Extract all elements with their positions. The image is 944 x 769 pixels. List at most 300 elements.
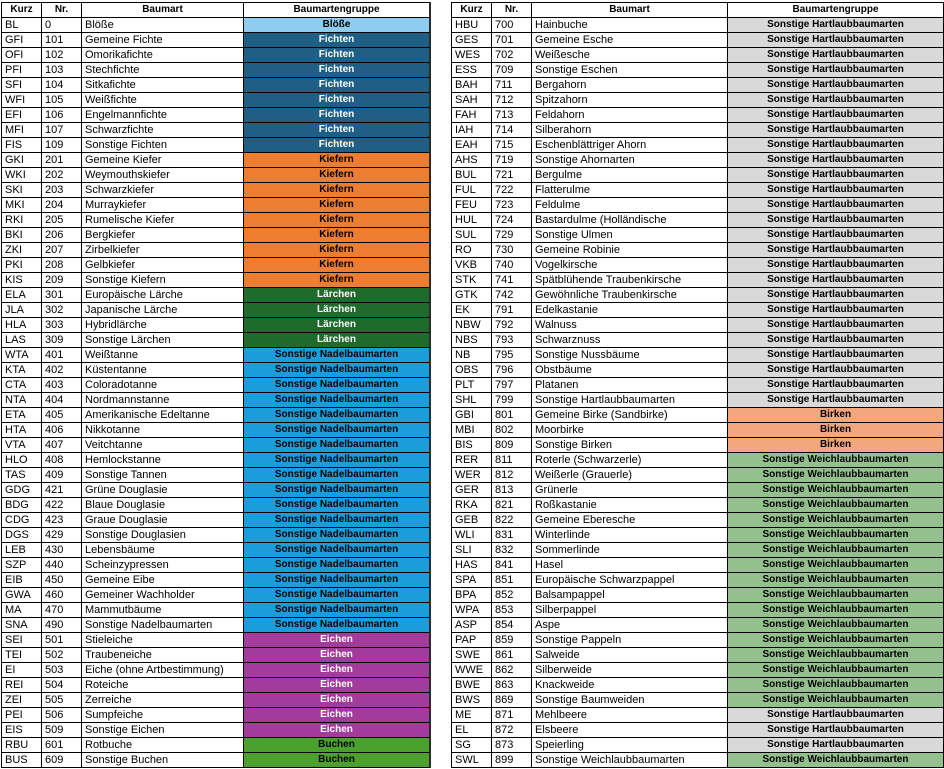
- cell-nr: 105: [42, 93, 82, 108]
- cell-nr: 713: [492, 108, 532, 123]
- cell-nr: 832: [492, 543, 532, 558]
- table-row: [2, 723, 430, 738]
- cell-nr: 301: [42, 288, 82, 303]
- cell-baumart: Mehlbeere: [532, 708, 728, 723]
- cell-nr: 709: [492, 63, 532, 78]
- cell-nr: 490: [42, 618, 82, 633]
- cell-baumart: Gemeine Kiefer: [82, 153, 244, 168]
- cell-baumart: Roterle (Schwarzerle): [532, 453, 728, 468]
- table-row: [2, 198, 430, 213]
- cell-gruppe: Sonstige Nadelbaumarten: [244, 348, 430, 363]
- cell-baumart: Murraykiefer: [82, 198, 244, 213]
- cell-kurz: OBS: [452, 363, 492, 378]
- cell-gruppe: Sonstige Weichlaubbaumarten: [728, 618, 944, 633]
- cell-baumart: Schwarzkiefer: [82, 183, 244, 198]
- table-row: [2, 738, 430, 753]
- cell-baumart: Zirbelkiefer: [82, 243, 244, 258]
- table-row: [2, 138, 430, 153]
- cell-kurz: BUS: [2, 753, 42, 768]
- cell-baumart: Gemeine Esche: [532, 33, 728, 48]
- cell-nr: 711: [492, 78, 532, 93]
- cell-gruppe: Eichen: [244, 633, 430, 648]
- cell-baumart: Blaue Douglasie: [82, 498, 244, 513]
- cell-gruppe: Kiefern: [244, 228, 430, 243]
- cell-baumart: Graue Douglasie: [82, 513, 244, 528]
- cell-kurz: WER: [452, 468, 492, 483]
- cell-gruppe: Sonstige Nadelbaumarten: [244, 393, 430, 408]
- cell-baumart: Sonstige Ulmen: [532, 228, 728, 243]
- cell-baumart: Scheinzypressen: [82, 558, 244, 573]
- cell-kurz: GWA: [2, 588, 42, 603]
- cell-kurz: MBI: [452, 423, 492, 438]
- table-body-right: [452, 18, 944, 768]
- cell-kurz: ETA: [2, 408, 42, 423]
- cell-nr: 450: [42, 573, 82, 588]
- cell-nr: 796: [492, 363, 532, 378]
- table-row: [452, 543, 944, 558]
- cell-baumart: Vogelkirsche: [532, 258, 728, 273]
- cell-nr: 460: [42, 588, 82, 603]
- cell-baumart: Bastardulme (Holländische: [532, 213, 728, 228]
- table-row: [452, 258, 944, 273]
- cell-nr: 209: [42, 273, 82, 288]
- cell-kurz: WKI: [2, 168, 42, 183]
- cell-baumart: Flatterulme: [532, 183, 728, 198]
- species-table-left: [1, 2, 430, 768]
- cell-nr: 101: [42, 33, 82, 48]
- cell-kurz: TAS: [2, 468, 42, 483]
- table-row: [452, 168, 944, 183]
- cell-gruppe: Eichen: [244, 648, 430, 663]
- table-row: [452, 648, 944, 663]
- cell-nr: 207: [42, 243, 82, 258]
- cell-nr: 102: [42, 48, 82, 63]
- header-baumart: Baumart: [82, 3, 244, 18]
- cell-baumart: Blöße: [82, 18, 244, 33]
- cell-gruppe: Sonstige Nadelbaumarten: [244, 513, 430, 528]
- table-row: [452, 528, 944, 543]
- table-row: [2, 663, 430, 678]
- cell-nr: 505: [42, 693, 82, 708]
- cell-baumart: Sonstige Birken: [532, 438, 728, 453]
- cell-nr: 740: [492, 258, 532, 273]
- cell-kurz: BIS: [452, 438, 492, 453]
- cell-baumart: Moorbirke: [532, 423, 728, 438]
- cell-gruppe: Kiefern: [244, 243, 430, 258]
- cell-nr: 802: [492, 423, 532, 438]
- table-row: [452, 33, 944, 48]
- cell-kurz: GBI: [452, 408, 492, 423]
- cell-baumart: Schwarznuss: [532, 333, 728, 348]
- table-row: [452, 498, 944, 513]
- table-row: [2, 153, 430, 168]
- cell-kurz: SFI: [2, 78, 42, 93]
- cell-nr: 103: [42, 63, 82, 78]
- cell-nr: 421: [42, 483, 82, 498]
- cell-kurz: BKI: [2, 228, 42, 243]
- cell-gruppe: Kiefern: [244, 213, 430, 228]
- table-row: [2, 288, 430, 303]
- cell-gruppe: Fichten: [244, 33, 430, 48]
- cell-gruppe: Sonstige Nadelbaumarten: [244, 453, 430, 468]
- cell-kurz: HLO: [2, 453, 42, 468]
- cell-nr: 408: [42, 453, 82, 468]
- cell-kurz: SUL: [452, 228, 492, 243]
- species-table-right: [451, 2, 944, 768]
- cell-baumart: Mammutbäume: [82, 603, 244, 618]
- header-baumart: Baumart: [532, 3, 728, 18]
- cell-baumart: Elsbeere: [532, 723, 728, 738]
- cell-gruppe: Blöße: [244, 18, 430, 33]
- cell-nr: 861: [492, 648, 532, 663]
- cell-gruppe: Sonstige Nadelbaumarten: [244, 468, 430, 483]
- cell-baumart: Speierling: [532, 738, 728, 753]
- table-row: [2, 483, 430, 498]
- cell-kurz: EIS: [2, 723, 42, 738]
- cell-kurz: LEB: [2, 543, 42, 558]
- cell-kurz: PKI: [2, 258, 42, 273]
- cell-kurz: PLT: [452, 378, 492, 393]
- cell-gruppe: Fichten: [244, 123, 430, 138]
- table-row: [2, 618, 430, 633]
- cell-gruppe: Sonstige Nadelbaumarten: [244, 438, 430, 453]
- cell-baumart: Traubeneiche: [82, 648, 244, 663]
- table-row: [452, 393, 944, 408]
- cell-baumart: Europäische Schwarzpappel: [532, 573, 728, 588]
- table-row: [2, 468, 430, 483]
- cell-baumart: Sonstige Weichlaubbaumarten: [532, 753, 728, 768]
- table-row: [452, 18, 944, 33]
- cell-gruppe: Sonstige Weichlaubbaumarten: [728, 498, 944, 513]
- table-row: [2, 528, 430, 543]
- cell-kurz: WPA: [452, 603, 492, 618]
- header-kurz: Kurz: [452, 3, 492, 18]
- cell-nr: 601: [42, 738, 82, 753]
- cell-kurz: GKI: [2, 153, 42, 168]
- cell-baumart: Veitchtanne: [82, 438, 244, 453]
- table-row: [2, 303, 430, 318]
- cell-kurz: EFI: [2, 108, 42, 123]
- cell-gruppe: Sonstige Weichlaubbaumarten: [728, 468, 944, 483]
- cell-kurz: AHS: [452, 153, 492, 168]
- cell-nr: 206: [42, 228, 82, 243]
- cell-gruppe: Sonstige Nadelbaumarten: [244, 423, 430, 438]
- table-row: [452, 753, 944, 768]
- cell-nr: 862: [492, 663, 532, 678]
- cell-baumart: Hemlockstanne: [82, 453, 244, 468]
- table-row: [2, 63, 430, 78]
- cell-kurz: BWE: [452, 678, 492, 693]
- cell-baumart: Aspe: [532, 618, 728, 633]
- header-row: [452, 3, 944, 18]
- cell-kurz: SZP: [2, 558, 42, 573]
- cell-gruppe: Sonstige Hartlaubbaumarten: [728, 318, 944, 333]
- table-row: [2, 78, 430, 93]
- cell-gruppe: Kiefern: [244, 168, 430, 183]
- cell-baumart: Weißesche: [532, 48, 728, 63]
- cell-gruppe: Sonstige Weichlaubbaumarten: [728, 588, 944, 603]
- table-row: [452, 78, 944, 93]
- cell-baumart: Salweide: [532, 648, 728, 663]
- cell-gruppe: Sonstige Hartlaubbaumarten: [728, 123, 944, 138]
- cell-kurz: SPA: [452, 573, 492, 588]
- cell-baumart: Lebensbäume: [82, 543, 244, 558]
- cell-gruppe: Sonstige Nadelbaumarten: [244, 618, 430, 633]
- cell-kurz: SAH: [452, 93, 492, 108]
- cell-nr: 104: [42, 78, 82, 93]
- cell-kurz: NBS: [452, 333, 492, 348]
- table-row: [452, 618, 944, 633]
- header-nr: Nr.: [492, 3, 532, 18]
- cell-baumart: Sonstige Nadelbaumarten: [82, 618, 244, 633]
- table-row: [2, 693, 430, 708]
- cell-nr: 791: [492, 303, 532, 318]
- table-row: [2, 18, 430, 33]
- table-row: [452, 378, 944, 393]
- cell-nr: 812: [492, 468, 532, 483]
- cell-gruppe: Birken: [728, 408, 944, 423]
- cell-baumart: Gelbkiefer: [82, 258, 244, 273]
- cell-nr: 204: [42, 198, 82, 213]
- cell-gruppe: Birken: [728, 423, 944, 438]
- cell-nr: 107: [42, 123, 82, 138]
- cell-nr: 303: [42, 318, 82, 333]
- cell-kurz: OFI: [2, 48, 42, 63]
- cell-nr: 724: [492, 213, 532, 228]
- cell-kurz: WES: [452, 48, 492, 63]
- cell-gruppe: Sonstige Weichlaubbaumarten: [728, 543, 944, 558]
- cell-baumart: Silberahorn: [532, 123, 728, 138]
- cell-gruppe: Sonstige Hartlaubbaumarten: [728, 78, 944, 93]
- table-row: [452, 198, 944, 213]
- cell-gruppe: Sonstige Nadelbaumarten: [244, 363, 430, 378]
- cell-gruppe: Eichen: [244, 708, 430, 723]
- cell-gruppe: Sonstige Nadelbaumarten: [244, 408, 430, 423]
- cell-baumart: Sonstige Nussbäume: [532, 348, 728, 363]
- table-row: [2, 183, 430, 198]
- cell-kurz: EL: [452, 723, 492, 738]
- cell-kurz: ASP: [452, 618, 492, 633]
- cell-gruppe: Sonstige Weichlaubbaumarten: [728, 453, 944, 468]
- cell-baumart: Sonstige Douglasien: [82, 528, 244, 543]
- cell-nr: 409: [42, 468, 82, 483]
- cell-baumart: Sitkafichte: [82, 78, 244, 93]
- table-row: [452, 438, 944, 453]
- cell-nr: 742: [492, 288, 532, 303]
- cell-kurz: ZEI: [2, 693, 42, 708]
- cell-baumart: Gemeiner Wachholder: [82, 588, 244, 603]
- cell-kurz: PEI: [2, 708, 42, 723]
- table-row: [452, 138, 944, 153]
- table-row: [452, 48, 944, 63]
- table-row: [452, 108, 944, 123]
- cell-kurz: GER: [452, 483, 492, 498]
- cell-nr: 899: [492, 753, 532, 768]
- cell-kurz: PFI: [2, 63, 42, 78]
- cell-kurz: KTA: [2, 363, 42, 378]
- cell-nr: 501: [42, 633, 82, 648]
- table-row: [452, 303, 944, 318]
- cell-kurz: PAP: [452, 633, 492, 648]
- cell-kurz: NBW: [452, 318, 492, 333]
- cell-kurz: VTA: [2, 438, 42, 453]
- cell-gruppe: Sonstige Hartlaubbaumarten: [728, 708, 944, 723]
- table-row: [2, 453, 430, 468]
- table-row: [452, 288, 944, 303]
- cell-nr: 429: [42, 528, 82, 543]
- cell-baumart: Knackweide: [532, 678, 728, 693]
- cell-baumart: Sonstige Kiefern: [82, 273, 244, 288]
- cell-baumart: Engelmannfichte: [82, 108, 244, 123]
- cell-kurz: DGS: [2, 528, 42, 543]
- table-row: [452, 738, 944, 753]
- cell-baumart: Sonstige Fichten: [82, 138, 244, 153]
- header-nr: Nr.: [42, 3, 82, 18]
- cell-gruppe: Sonstige Hartlaubbaumarten: [728, 183, 944, 198]
- cell-baumart: Gemeine Eberesche: [532, 513, 728, 528]
- cell-kurz: CDG: [2, 513, 42, 528]
- cell-baumart: Bergkiefer: [82, 228, 244, 243]
- cell-nr: 873: [492, 738, 532, 753]
- header-kurz: Kurz: [2, 3, 42, 18]
- cell-kurz: KIS: [2, 273, 42, 288]
- cell-kurz: BUL: [452, 168, 492, 183]
- cell-gruppe: Kiefern: [244, 153, 430, 168]
- table-row: [2, 438, 430, 453]
- header-row: [2, 3, 430, 18]
- cell-baumart: Hainbuche: [532, 18, 728, 33]
- cell-nr: 202: [42, 168, 82, 183]
- cell-baumart: Rumelische Kiefer: [82, 213, 244, 228]
- cell-kurz: MKI: [2, 198, 42, 213]
- cell-gruppe: Kiefern: [244, 183, 430, 198]
- cell-baumart: Gemeine Birke (Sandbirke): [532, 408, 728, 423]
- cell-baumart: Sonstige Eichen: [82, 723, 244, 738]
- cell-nr: 792: [492, 318, 532, 333]
- table-row: [452, 603, 944, 618]
- cell-gruppe: Sonstige Nadelbaumarten: [244, 558, 430, 573]
- cell-gruppe: Sonstige Hartlaubbaumarten: [728, 198, 944, 213]
- cell-gruppe: Sonstige Hartlaubbaumarten: [728, 393, 944, 408]
- cell-gruppe: Fichten: [244, 78, 430, 93]
- cell-kurz: FEU: [452, 198, 492, 213]
- cell-kurz: HBU: [452, 18, 492, 33]
- table-row: [452, 468, 944, 483]
- cell-gruppe: Sonstige Nadelbaumarten: [244, 573, 430, 588]
- cell-gruppe: Sonstige Hartlaubbaumarten: [728, 213, 944, 228]
- cell-baumart: Sommerlinde: [532, 543, 728, 558]
- cell-nr: 729: [492, 228, 532, 243]
- cell-nr: 793: [492, 333, 532, 348]
- cell-kurz: NB: [452, 348, 492, 363]
- cell-gruppe: Sonstige Hartlaubbaumarten: [728, 93, 944, 108]
- cell-gruppe: Fichten: [244, 138, 430, 153]
- cell-baumart: Spitzahorn: [532, 93, 728, 108]
- cell-baumart: Edelkastanie: [532, 303, 728, 318]
- cell-gruppe: Kiefern: [244, 273, 430, 288]
- table-row: [452, 93, 944, 108]
- cell-gruppe: Sonstige Hartlaubbaumarten: [728, 153, 944, 168]
- cell-kurz: HUL: [452, 213, 492, 228]
- cell-gruppe: Buchen: [244, 753, 430, 768]
- cell-kurz: RER: [452, 453, 492, 468]
- cell-nr: 422: [42, 498, 82, 513]
- table-row: [2, 378, 430, 393]
- table-row: [2, 48, 430, 63]
- cell-baumart: Sonstige Buchen: [82, 753, 244, 768]
- table-row: [2, 228, 430, 243]
- cell-nr: 831: [492, 528, 532, 543]
- table-row: [452, 408, 944, 423]
- cell-kurz: REI: [2, 678, 42, 693]
- cell-kurz: SWE: [452, 648, 492, 663]
- cell-nr: 401: [42, 348, 82, 363]
- cell-kurz: WLI: [452, 528, 492, 543]
- cell-nr: 719: [492, 153, 532, 168]
- table-row: [2, 258, 430, 273]
- table-row: [452, 708, 944, 723]
- table-separator: [429, 2, 431, 768]
- cell-kurz: RKA: [452, 498, 492, 513]
- cell-gruppe: Sonstige Hartlaubbaumarten: [728, 18, 944, 33]
- cell-nr: 404: [42, 393, 82, 408]
- cell-nr: 863: [492, 678, 532, 693]
- cell-kurz: WTA: [2, 348, 42, 363]
- cell-gruppe: Sonstige Nadelbaumarten: [244, 543, 430, 558]
- cell-baumart: Europäische Lärche: [82, 288, 244, 303]
- cell-gruppe: Sonstige Nadelbaumarten: [244, 483, 430, 498]
- cell-nr: 712: [492, 93, 532, 108]
- cell-gruppe: Fichten: [244, 93, 430, 108]
- table-row: [2, 333, 430, 348]
- cell-nr: 403: [42, 378, 82, 393]
- cell-nr: 854: [492, 618, 532, 633]
- table-row: [2, 93, 430, 108]
- cell-gruppe: Sonstige Hartlaubbaumarten: [728, 48, 944, 63]
- table-row: [2, 318, 430, 333]
- cell-baumart: Küstentanne: [82, 363, 244, 378]
- cell-nr: 723: [492, 198, 532, 213]
- table-row: [2, 558, 430, 573]
- cell-gruppe: Lärchen: [244, 333, 430, 348]
- table-row: [2, 273, 430, 288]
- cell-nr: 872: [492, 723, 532, 738]
- table-row: [452, 183, 944, 198]
- table-row: [2, 678, 430, 693]
- cell-gruppe: Sonstige Nadelbaumarten: [244, 378, 430, 393]
- cell-kurz: ELA: [2, 288, 42, 303]
- cell-nr: 700: [492, 18, 532, 33]
- cell-nr: 813: [492, 483, 532, 498]
- table-row: [2, 348, 430, 363]
- cell-kurz: SKI: [2, 183, 42, 198]
- cell-gruppe: Sonstige Hartlaubbaumarten: [728, 363, 944, 378]
- cell-nr: 715: [492, 138, 532, 153]
- table-row: [452, 573, 944, 588]
- cell-gruppe: Sonstige Weichlaubbaumarten: [728, 663, 944, 678]
- cell-nr: 730: [492, 243, 532, 258]
- cell-kurz: RKI: [2, 213, 42, 228]
- cell-gruppe: Lärchen: [244, 288, 430, 303]
- cell-nr: 203: [42, 183, 82, 198]
- table-row: [452, 693, 944, 708]
- table-row: [2, 513, 430, 528]
- cell-gruppe: Eichen: [244, 693, 430, 708]
- table-row: [2, 543, 430, 558]
- cell-gruppe: Eichen: [244, 678, 430, 693]
- table-row: [452, 123, 944, 138]
- cell-gruppe: Sonstige Weichlaubbaumarten: [728, 648, 944, 663]
